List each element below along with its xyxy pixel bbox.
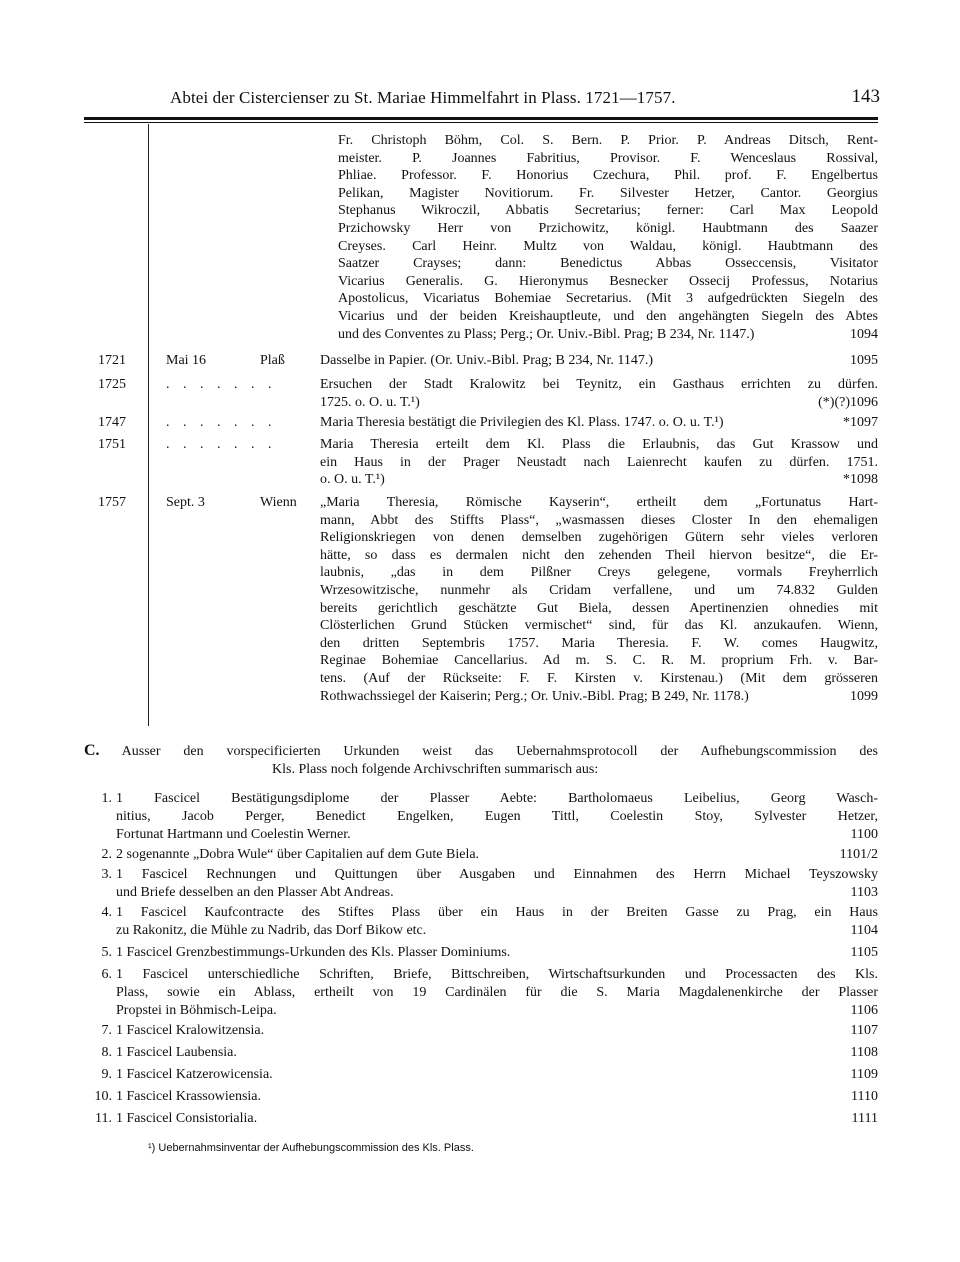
line-text: 1 Fascicel Grenzbestimmungs-Urkunden des Kls. Plasser Dominiums. bbox=[116, 945, 511, 960]
text-line-last bbox=[116, 1088, 878, 1106]
text-line: 1 Fascicel Kaufcontracte des Stiftes Plass über ein Haus in der Breiten Gasse zu Prag, ein Haus bbox=[116, 905, 878, 920]
document-number: 1099 bbox=[850, 688, 878, 704]
text-line-last bbox=[116, 884, 878, 902]
item-text bbox=[116, 944, 878, 962]
text-line-last bbox=[116, 846, 878, 864]
continuation-paragraph bbox=[338, 132, 878, 343]
entry-date: Sept. 3 bbox=[166, 495, 205, 510]
text-line-last bbox=[320, 352, 878, 370]
entry-text bbox=[320, 352, 878, 370]
item-number: 1. bbox=[101, 791, 112, 806]
entry-date: Mai 16 bbox=[166, 353, 207, 368]
document-number: 1109 bbox=[850, 1067, 878, 1082]
line-text: Maria Theresia bestätigt die Privilegien des Kl. Plass. 1747. o. O. u. T.¹) bbox=[320, 415, 724, 430]
footnote: ¹) Uebernahmsinventar der Aufhebungscommission des Kls. Plass. bbox=[148, 1142, 474, 1154]
document-number: 1094 bbox=[850, 326, 878, 342]
text-line: Przichowsky Herr von Przichowitz, königl. Haubtmann des Saazer bbox=[338, 220, 878, 236]
item-number: 11. bbox=[95, 1111, 112, 1126]
text-line: Stephanus Wikroczil, Abbatis Secretarius; ferner: Carl Max Leopold bbox=[338, 203, 878, 219]
line-text: 1 Fascicel Consistorialia. bbox=[116, 1111, 258, 1126]
document-number: 1111 bbox=[851, 1111, 878, 1126]
line-text: o. O. u. T.¹) bbox=[320, 472, 385, 488]
entry-place: Plaß bbox=[260, 353, 285, 368]
text-line: Creyses. Carl Heinr. Multz von Waldau, königl. Haubtmann des bbox=[338, 238, 878, 254]
entry-place: Wienn bbox=[260, 495, 297, 510]
line-text: 1 Fascicel Kralowitzensia. bbox=[116, 1023, 265, 1038]
document-number: 1103 bbox=[850, 885, 878, 900]
section-letter: C. bbox=[84, 742, 100, 759]
text-line-last bbox=[116, 1066, 878, 1084]
section-c-line-2: Kls. Plass noch folgende Archivschriften summarisch aus: bbox=[272, 762, 599, 777]
text-line-last bbox=[116, 1110, 878, 1128]
text-line: tens. (Auf der Rückseite: F. F. Kirsten v. Kirstenau.) (Mit dem grösseren bbox=[320, 670, 878, 686]
item-text bbox=[116, 790, 878, 844]
item-number: 2. bbox=[101, 847, 112, 862]
section-c-text: Ausser den vorspecificierten Urkunden weist das Uebernahmsprotocoll der Aufhebungscommission des bbox=[121, 744, 879, 759]
item-number: 7. bbox=[101, 1023, 112, 1038]
text-line-last bbox=[116, 922, 878, 940]
header-rule-thick bbox=[84, 117, 878, 120]
entry-year: 1747 bbox=[98, 415, 126, 430]
text-line-last bbox=[320, 471, 878, 489]
text-line: „Maria Theresia, Römische Kayserin“, ertheilt dem „Fortunatus Hart- bbox=[320, 495, 878, 510]
section-c-intro bbox=[84, 742, 878, 779]
text-line: Fr. Christoph Böhm, Col. S. Bern. P. Prior. P. Andreas Ditsch, Rent- bbox=[338, 133, 878, 148]
item-number: 5. bbox=[101, 945, 112, 960]
line-text: 1725. o. O. u. T.¹) bbox=[320, 394, 420, 410]
running-header-title: Abtei der Cistercienser zu St. Mariae Himmelfahrt in Plass. 1721—1757. bbox=[170, 88, 676, 107]
entry-year: 1751 bbox=[98, 437, 126, 452]
text-line: hätte, so dass es dermalen nicht den zehenden Theil hiervon besitze“, die Er- bbox=[320, 547, 878, 563]
document-number: 1107 bbox=[850, 1023, 878, 1038]
item-text bbox=[116, 1044, 878, 1062]
text-line: mann, Abbt des Stiffts Plass“, „wasmassen dieses Closter In den ehemaligen bbox=[320, 512, 878, 528]
text-line: nitius, Jacob Perger, Benedict Engelken, Eugen Tittl, Coelestin Stoy, Sylvester Hetzer, bbox=[116, 809, 878, 824]
text-line-last bbox=[116, 1002, 878, 1020]
text-line: bereits gerichtlich geschätzte Gut Biela, dessen Apertinenzien ohnedies mit bbox=[320, 600, 878, 616]
text-line-last bbox=[320, 394, 878, 412]
item-text bbox=[116, 1022, 878, 1040]
item-text bbox=[116, 966, 878, 1020]
text-line: Plass, sowie ein Ablass, ertheilt von 19 Cardinälen für die S. Maria Magdalenenkirche der Plasser bbox=[116, 985, 878, 1000]
entry-text bbox=[320, 494, 878, 705]
text-line-last bbox=[116, 1044, 878, 1062]
text-line: Saatzer Crayses; dann: Benedictus Abbas Osseccensis, Visitator bbox=[338, 256, 878, 272]
entry-text bbox=[320, 414, 878, 432]
entry-date-dots: . . . . . . . bbox=[166, 377, 277, 392]
line-text: Fortunat Hartmann und Coelestin Werner. bbox=[116, 827, 351, 842]
entry-text bbox=[320, 376, 878, 411]
item-number: 10. bbox=[94, 1089, 112, 1104]
document-number: 1110 bbox=[851, 1089, 878, 1104]
text-line: Reginae Bohemiae Cancellarius. Ad m. S. C. R. M. proprium Frh. v. Bar- bbox=[320, 653, 878, 669]
text-line: Wrzesowitzische, nunmehr als Cridam verfallene, und um 74.832 Gulden bbox=[320, 582, 878, 598]
text-line-last bbox=[116, 944, 878, 962]
text-line: Phliae. Professor. F. Honorius Czechura, Phil. prof. F. Engelbertus bbox=[338, 168, 878, 184]
document-number: (*)(?)1096 bbox=[818, 394, 878, 410]
text-line-last bbox=[116, 826, 878, 844]
text-line: Vicarius und der beiden Kreishauptleute, und den angehängten Siegeln des Abtes bbox=[338, 308, 878, 324]
item-text bbox=[116, 866, 878, 902]
line-text: Rothwachssiegel der Kaiserin; Perg.; Or. Univ.-Bibl. Prag; B 249, Nr. 1178.) bbox=[320, 688, 749, 704]
archive-list bbox=[84, 790, 878, 1130]
document-number: 1106 bbox=[850, 1003, 878, 1018]
text-line: Ersuchen der Stadt Kralowitz bei Teynitz, ein Gasthaus errichten zu dürfen. bbox=[320, 377, 878, 392]
page-number: 143 bbox=[851, 86, 880, 107]
text-line: Apostolicus, Vicariatus Bohemiae Secretarius. (Mit 3 aufgedrückten Siegeln des bbox=[338, 291, 878, 307]
text-line-last bbox=[320, 414, 878, 432]
line-text: Propstei in Böhmisch-Leipa. bbox=[116, 1003, 277, 1018]
text-line: Pelikan, Magister Novitiorum. Fr. Silvester Hetzer, Cantor. Georgius bbox=[338, 185, 878, 201]
text-line: 1 Fascicel Rechnungen und Quittungen über Ausgaben und Einnahmen des Herrn Michael Teyszowsky bbox=[116, 867, 878, 882]
document-number: 1101/2 bbox=[839, 847, 878, 862]
text-line: ein Haus in der Prager Neustadt nach Laienrecht kaufen zu dürfen. 1751. bbox=[320, 454, 878, 470]
text-line: laubnis, „das in dem Pilßner Creys gelegene, vormals Freyherrlich bbox=[320, 565, 878, 581]
item-number: 6. bbox=[101, 967, 112, 982]
item-number: 4. bbox=[101, 905, 112, 920]
document-number: *1098 bbox=[843, 472, 878, 488]
text-line: Maria Theresia erteilt dem Kl. Plass die Erlaubnis, das Gut Krassow und bbox=[320, 437, 878, 452]
text-line: Clösterlichen Grund Stücken vermischet“ sind, für das Kl. anzukaufen. Wienn, bbox=[320, 618, 878, 634]
text-line-last bbox=[338, 326, 878, 344]
line-text: und Briefe desselben an den Plasser Abt Andreas. bbox=[116, 885, 394, 900]
section-c-line-1 bbox=[84, 742, 878, 761]
item-text bbox=[116, 1066, 878, 1084]
text-line: den dritten Septembris 1757. Maria Theresia. F. W. comes Haugwitz, bbox=[320, 635, 878, 651]
document-number: 1105 bbox=[850, 945, 878, 960]
header-rule-thin bbox=[84, 122, 878, 123]
text-line-last bbox=[116, 1022, 878, 1040]
text-line: 1 Fascicel unterschiedliche Schriften, Briefe, Bittschreiben, Wirtschaftsurkunden und Processacten des Kls. bbox=[116, 967, 878, 982]
item-number: 3. bbox=[101, 867, 112, 882]
item-text bbox=[116, 904, 878, 940]
line-text: Dasselbe in Papier. (Or. Univ.-Bibl. Prag; B 234, Nr. 1147.) bbox=[320, 353, 653, 368]
text-line: 1 Fascicel Bestätigungsdiplome der Plasser Aebte: Bartholomaeus Leibelius, Georg Wasch- bbox=[116, 791, 878, 806]
text-line: Vicarius Generalis. G. Hieronymus Besnecker Ossecij Professus, Notarius bbox=[338, 273, 878, 289]
line-text: 1 Fascicel Katzerowicensia. bbox=[116, 1067, 273, 1082]
entry-year: 1757 bbox=[98, 495, 126, 510]
line-text: 1 Fascicel Krassowiensia. bbox=[116, 1089, 262, 1104]
entry-year: 1721 bbox=[98, 353, 126, 368]
item-text bbox=[116, 1088, 878, 1106]
item-number: 8. bbox=[101, 1045, 112, 1060]
entry-year: 1725 bbox=[98, 377, 126, 392]
item-text bbox=[116, 846, 878, 864]
entry-date-dots: . . . . . . . bbox=[166, 437, 277, 452]
entry-text bbox=[320, 436, 878, 489]
entry-date-dots: . . . . . . . bbox=[166, 415, 277, 430]
line-text: und des Conventes zu Plass; Perg.; Or. Univ.-Bibl. Prag; B 234, Nr. 1147.) bbox=[338, 326, 755, 342]
document-number: 1095 bbox=[850, 353, 878, 368]
text-line-last bbox=[320, 688, 878, 706]
line-text: 2 sogenannte „Dobra Wule“ über Capitalien auf dem Gute Biela. bbox=[116, 847, 480, 862]
document-number: *1097 bbox=[843, 415, 878, 430]
document-number: 1100 bbox=[850, 827, 878, 842]
item-number: 9. bbox=[101, 1067, 112, 1082]
text-line: meister. P. Joannes Fabritius, Provisor. F. Wenceslaus Rossival, bbox=[338, 150, 878, 166]
item-text bbox=[116, 1110, 878, 1128]
text-line: Religionskriegen von denen demselben zugehörigen Gütern sehr vieles verloren bbox=[320, 530, 878, 546]
document-number: 1108 bbox=[850, 1045, 878, 1060]
line-text: zu Rakonitz, die Mühle zu Nadrib, das Dorf Bikow etc. bbox=[116, 923, 427, 938]
line-text: 1 Fascicel Laubensia. bbox=[116, 1045, 237, 1060]
document-number: 1104 bbox=[850, 923, 878, 938]
column-divider bbox=[148, 124, 149, 726]
